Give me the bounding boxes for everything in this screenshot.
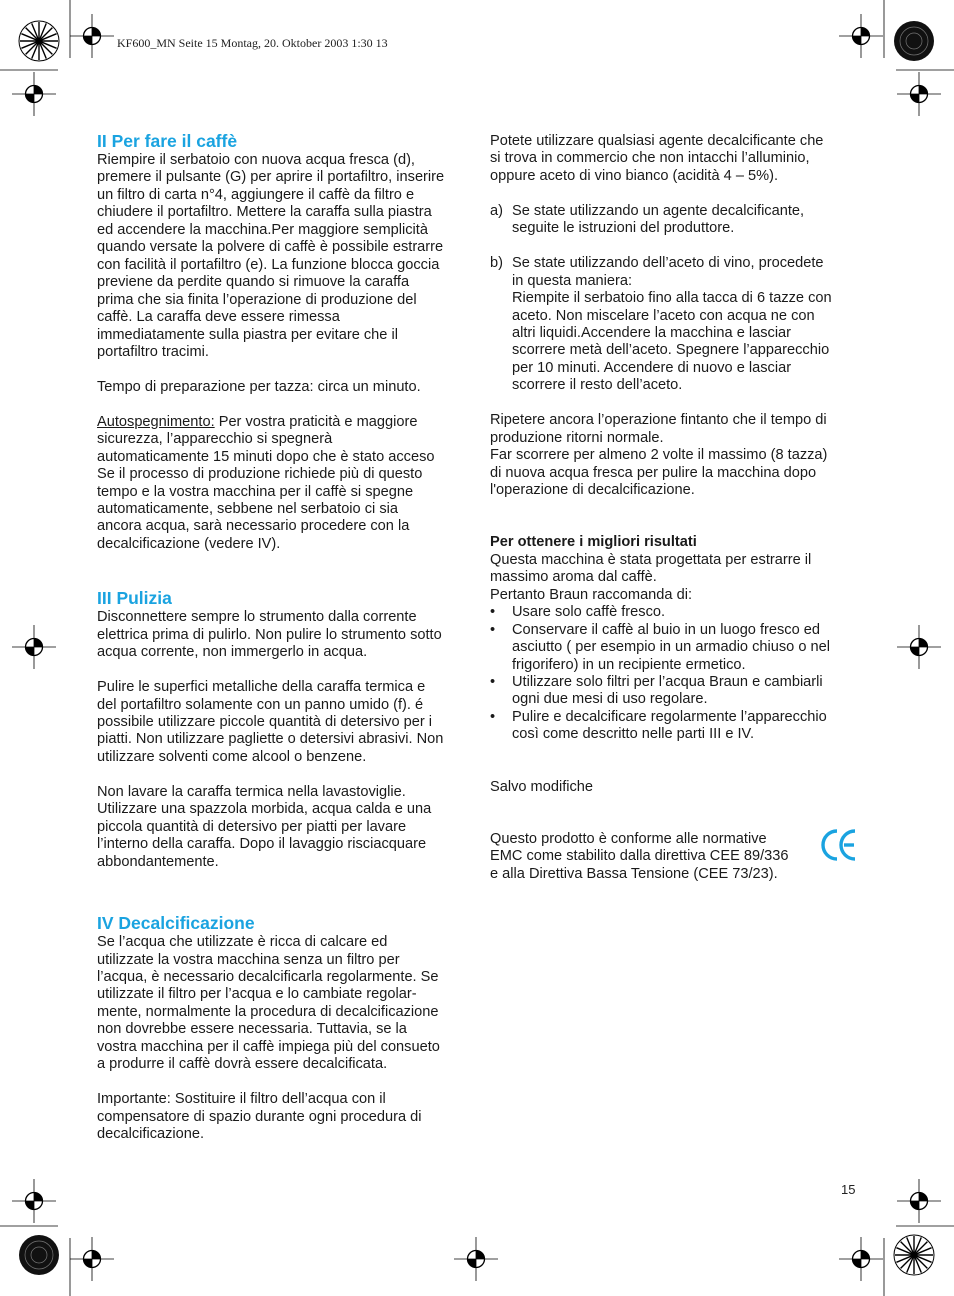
repeat-paragraph: Ripetere ancora l’operazione fintanto che il tempo di produzione ritorni normale. Far scorrere per almeno 2 volte il massimo (8 tazza) di nuova acqua fresca per pulire la macchina dopo l'operazione di decalcificazione. <box>490 412 828 499</box>
section-iii-title: III Pulizia <box>97 588 172 609</box>
best-results-intro: Questa macchina è stata progettata per estrarre il massimo aroma dal caffè. Pertanto Braun raccomanda di: <box>490 551 812 603</box>
list-item: • Usare solo caffè fresco. <box>490 604 666 621</box>
section-iii-paragraph-1: Disconnettere sempre lo strumento dalla corrente elettrica prima di pulirlo. Non pulire lo strumento sotto acqua corrente, non immergerlo in acqua. <box>97 609 442 661</box>
bullet-icon: • <box>490 604 496 621</box>
bullet-icon: • <box>490 673 496 690</box>
section-ii-paragraph-1: Riempire il serbatoio con nuova acqua fresca (d), premere il pulsante (G) per aprire il portafiltro, inserire un filtro di carta n°4, aggiungere il caffè da filtro e chiudere il portafiltro. Mettere la caraffa sulla piastra ed accendere la macchina.Per maggiore semplicità quando versate la polvere di caffè è possibile estrarre con facilità il portafiltro (e). La funzione blocca goccia previene da perdite quando si rimuove la caraffa prima che sia finita l’operazione di produzione del caffè. La caraffa deve essere rimessa immediatamente sulla piastra per evitare che il portafiltro tracimi. <box>97 152 445 360</box>
bullet-icon: • <box>490 708 496 725</box>
section-ii-paragraph-2: Tempo di preparazione per tazza: circa un minuto. <box>97 378 421 395</box>
section-ii-title: II Per fare il caffè <box>97 131 238 151</box>
page-number: 15 <box>841 1182 856 1197</box>
best-results-title: Per ottenere i migliori risultati <box>490 534 697 551</box>
bullet-icon: • <box>490 621 496 638</box>
option-b-marker: b) <box>490 255 503 272</box>
section-iv-title: IV Decalcificazione <box>97 913 255 934</box>
list-item: • Utilizzare solo filtri per l’acqua Braun e cambiarli ogni due mesi di uso regolare. <box>490 673 823 708</box>
option-a-marker: a) <box>490 202 503 219</box>
conformity-text: Questo prodotto è conforme alle normative EMC come stabilito dalla direttiva CEE 89/336 e alla Direttiva Bassa Tensione (CEE 73/23). <box>490 831 789 882</box>
print-header: KF600_MN Seite 15 Montag, 20. Oktober 2003 1:30 13 <box>117 36 388 50</box>
subject-to-change: Salvo modifiche <box>490 778 594 795</box>
option-a: a) Se state utilizzando un agente decalcificante, seguite le istruzioni del produttore. <box>490 202 805 237</box>
section-iii-paragraph-2: Pulire le superfici metalliche della caraffa termica e del portafiltro solamente con un panno umido (f). é possibile utilizzare piccole quantità di detersivo per i piatti. Non utilizzare pagliette o detersivi abrasivi. Non utilizzare solventi come alcool o benzene. <box>97 679 444 765</box>
section-ii-paragraph-3: Autospegnimento: Per vostra praticità e maggiore sicurezza, l’apparecchio si spegnerà automaticamente 15 minuti dopo che è stato acceso Se il processo di produzione richiede più di questo tempo e la vostra macchina per il caffè si spegne automaticamente, sebbene nel serbatoio ci sia ancora acqua, sarà necessario procedere con la decalcificazione (vedere IV). <box>97 413 435 552</box>
auto-off-label: Autospegnimento: <box>97 413 215 430</box>
section-iv-paragraph-2: Importante: Sostituire il filtro dell’acqua con il compensatore di spazio durante ogni procedura di decalcificazione. <box>97 1091 422 1143</box>
list-item: • Pulire e decalcificare regolarmente l’apparecchio così come descritto nelle parti III e IV. <box>490 708 827 743</box>
section-iv-paragraph-1: Se l’acqua che utilizzate è ricca di calcare ed utilizzate la vostra macchina senza un filtro per l’acqua, è necessario decalcificarla regolarmente. Se utilizzate il filtro per l’acqua e lo cambiate regolar- mente, normalmente la procedura di decalcificazione non dovrebbe essere necessaria. Tuttavia, se la vostra macchina per il caffè impiega più del consueto a produrre il caffè dovrà essere decalcificata. <box>97 934 440 1073</box>
option-b: b) Se state utilizzando dell’aceto di vino, procedete in questa maniera: Riempite il serbatoio fino alla tacca di 6 tazze con aceto. Non miscelare l’aceto con acqua ne con altri liquidi.Accendere la macchina e lasciar scorrere metà dell’aceto. Spegnere l’apparecchio per 10 minuti. Accendere di nuovo e lasciar scorrere il resto dell’aceto. <box>490 255 832 394</box>
section-iii-paragraph-3: Non lavare la caraffa termica nella lavastoviglie. Utilizzare una spazzola morbida, acqua calda e una piccola quantità di detersivo per piatti per lavare l’interno della caraffa. Dopo il lavaggio risciacquare abbondantemente. <box>97 783 432 870</box>
descaler-intro: Potete utilizzare qualsiasi agente decalcificante che si trova in commercio che non intacchi l’alluminio, oppure aceto di vino bianco (acidità 4 – 5%). <box>490 133 824 184</box>
list-item: • Conservare il caffè al buio in un luogo fresco ed asciutto ( per esempio in un armadio chiuso o nel frigorifero) in un recipiente ermetico. <box>490 621 830 673</box>
